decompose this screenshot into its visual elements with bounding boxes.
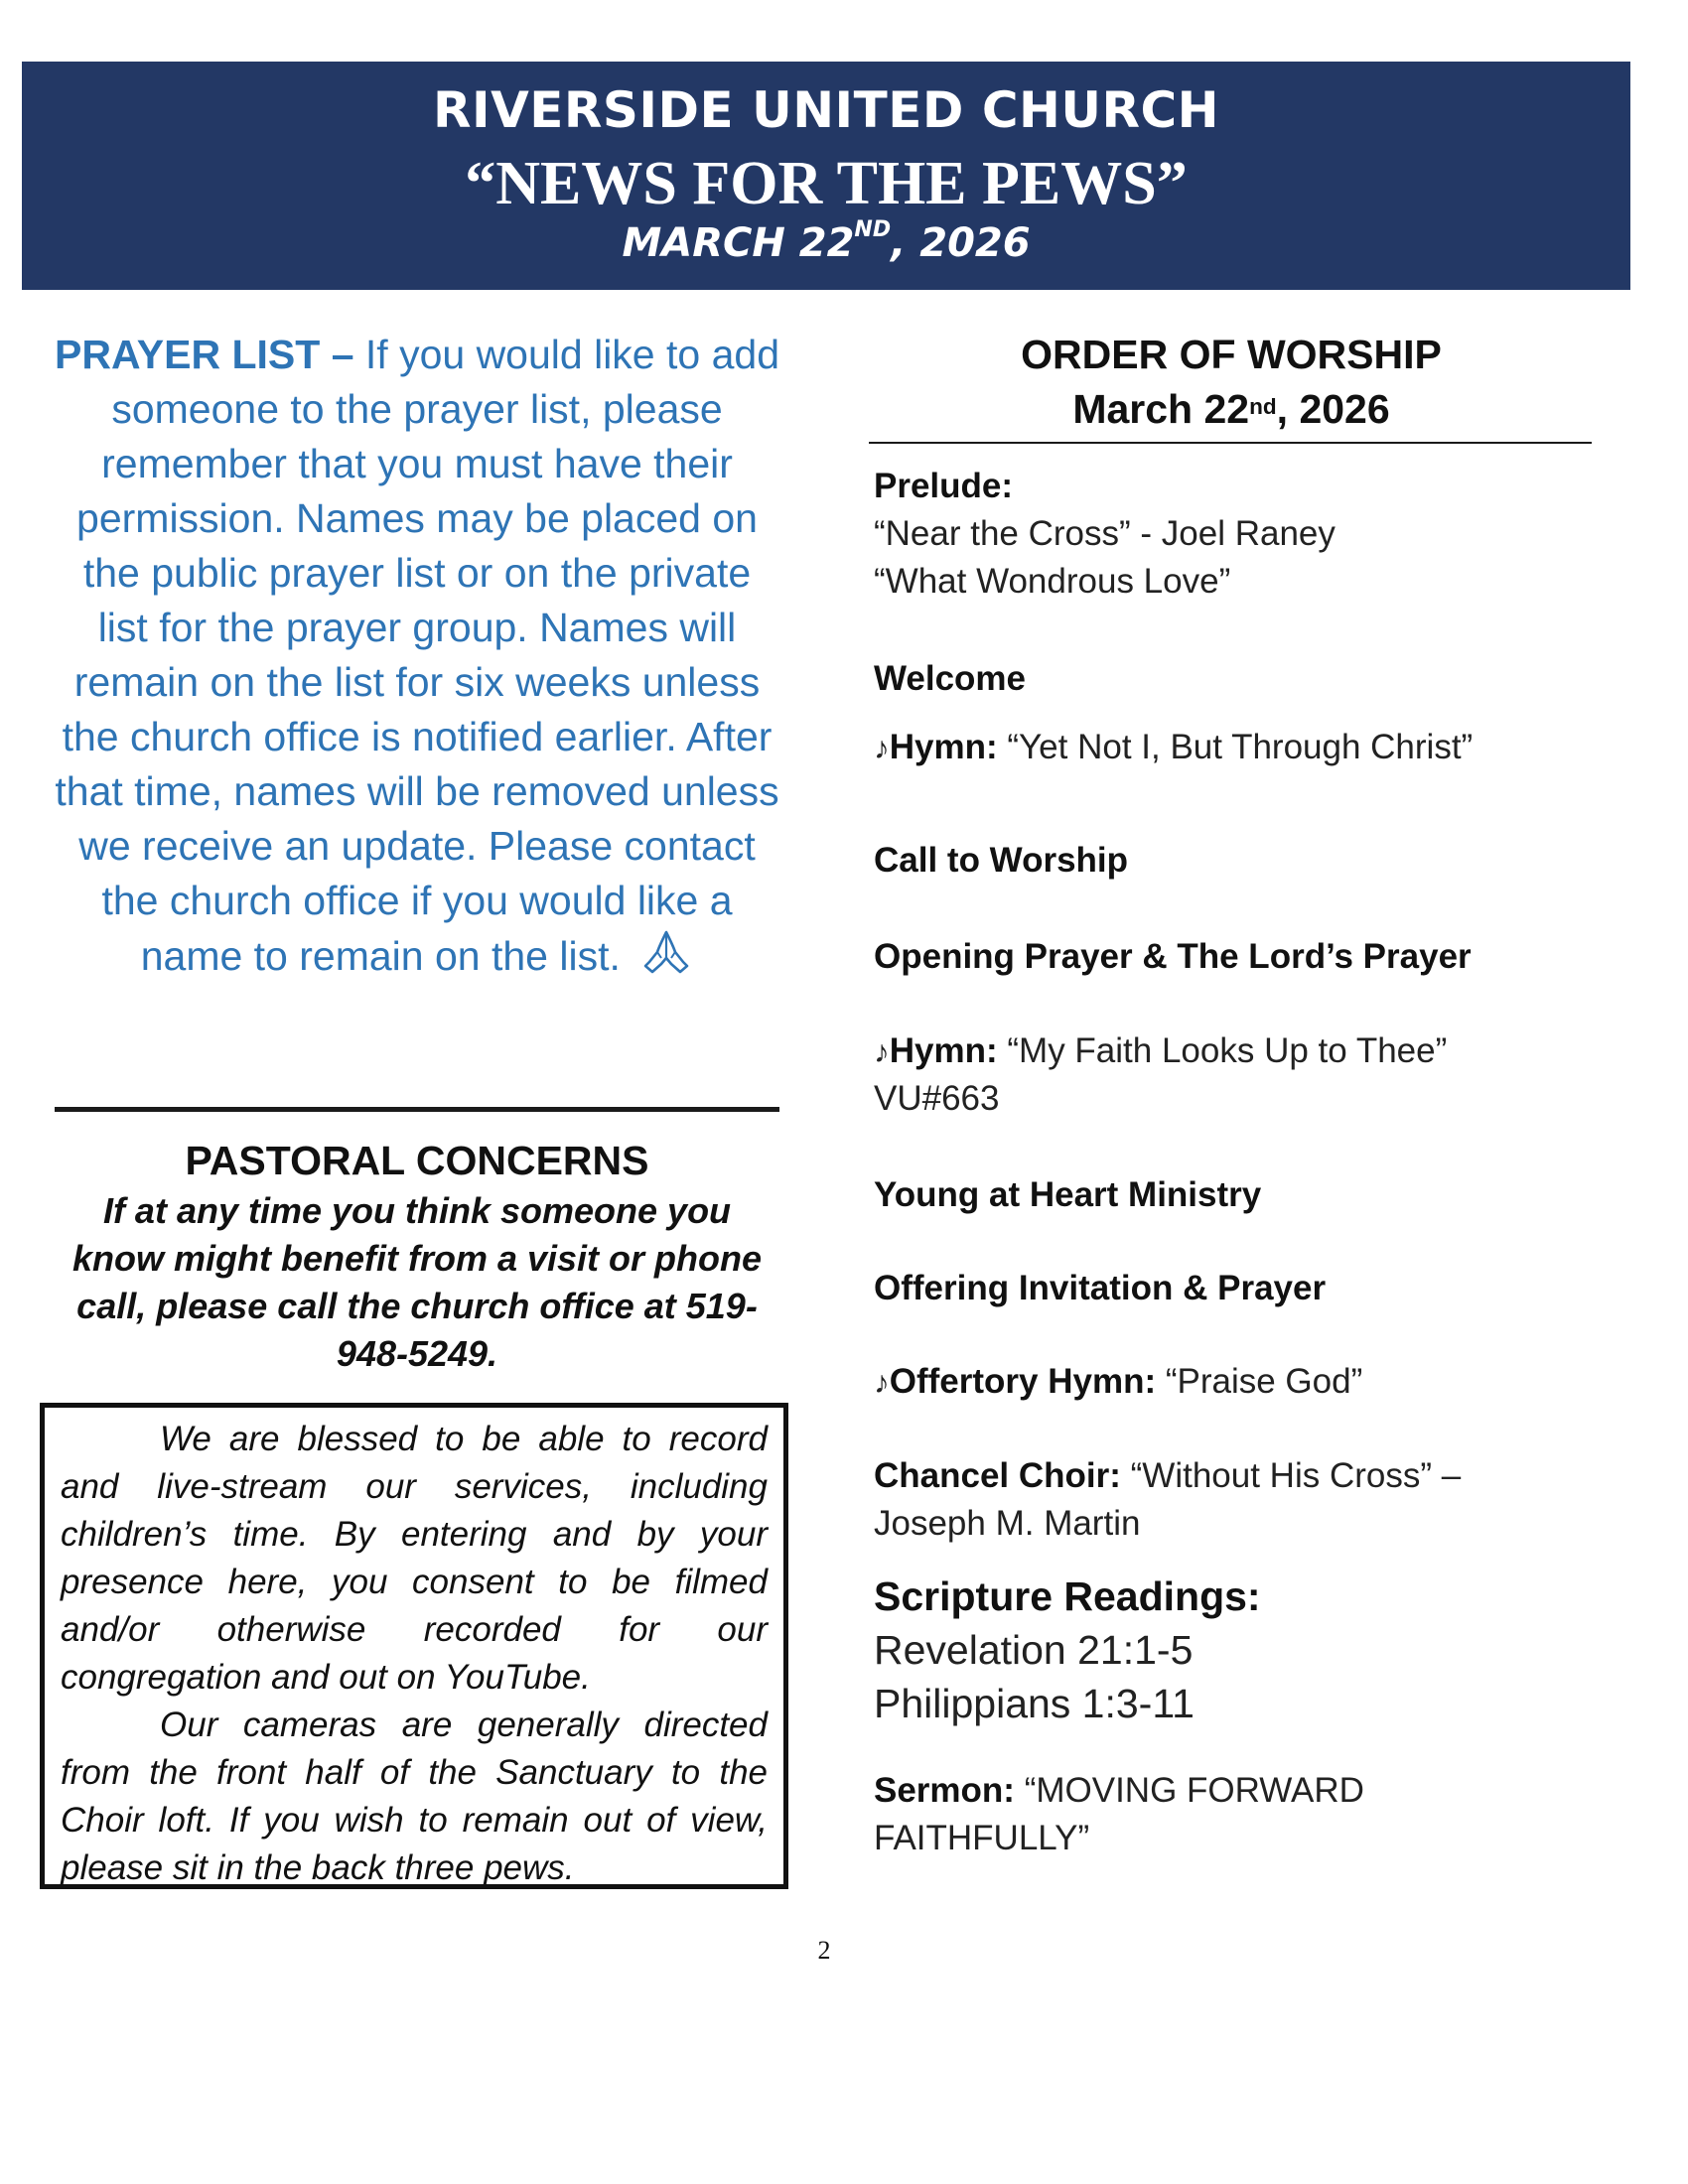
opening-prayer-item: Opening Prayer & The Lord’s Prayer [874,937,1472,976]
prayer-list-body: If you would like to add someone to the prayer list, please remember that you must have their permission. Names may be placed on the public prayer list or on the private list for the prayer group. Names will remain on the list for six weeks unless the church office is notified earlier. After that time, names will be removed unless we receive an update. Please contact the church office if you would like a name to remain on the list. [55,332,779,979]
hymn-item: ♪Hymn: “Yet Not I, But Through Christ” [874,728,1474,766]
recording-notice-paragraph: We are blessed to be able to record and live-stream our services, including children’s time. By entering and by your presence here, you consent to be filmed and/or otherwise recorded for our congregation and out on YouTube. [61,1420,768,1697]
recording-notice-paragraph: Our cameras are generally directed from the front half of the Sanctuary to the Choir loft. If you wish to remain out of view, please sit in the back three pews. [61,1706,768,1887]
issue-date: MARCH 22ND, 2026 [622,216,1031,266]
sermon-item: Sermon: “MOVING FORWARD FAITHFULLY” [874,1771,1364,1857]
welcome-item: Welcome [874,659,1027,698]
offering-item: Offering Invitation & Prayer [874,1269,1327,1307]
young-at-heart-item: Young at Heart Ministry [874,1175,1262,1214]
recording-notice-box [40,1403,788,1889]
call-to-worship-item: Call to Worship [874,841,1129,880]
title-underline [869,442,1592,444]
hymn-item: ♪Hymn: “My Faith Looks Up to Thee” VU#663 [874,1031,1448,1118]
pastoral-concerns-title: PASTORAL CONCERNS [185,1138,649,1183]
order-of-worship-title: ORDER OF WORSHIP March 22nd, 2026 [1021,332,1442,432]
praying-hands-icon [639,928,693,976]
page-number: 2 [817,1936,831,1965]
music-note-icon: ♪ [874,1364,890,1400]
newsletter-banner [22,62,1630,290]
section-divider [55,1107,779,1112]
music-note-icon: ♪ [874,1033,890,1069]
scripture-readings-item: Scripture Readings: Revelation 21:1-5 Philippians 1:3-11 [874,1573,1261,1726]
music-note-icon: ♪ [874,730,890,765]
chancel-choir-item: Chancel Choir: “Without His Cross” – Joseph M. Martin [874,1456,1462,1543]
pastoral-concerns-body: If at any time you think someone you know might benefit from a visit or phone call, please call the church office at 519-948-5249. [71,1190,763,1374]
prayer-list-notice [55,328,779,984]
newsletter-title: “NEWS FOR THE PEWS” [465,150,1188,217]
prelude-item: Prelude: “Near the Cross” - Joel Raney “What Wondrous Love” [874,467,1336,601]
prayer-list-heading: PRAYER LIST – [55,332,354,377]
offertory-hymn-item: ♪Offertory Hymn: “Praise God” [874,1362,1363,1401]
church-name: RIVERSIDE UNITED CHURCH [432,81,1220,139]
